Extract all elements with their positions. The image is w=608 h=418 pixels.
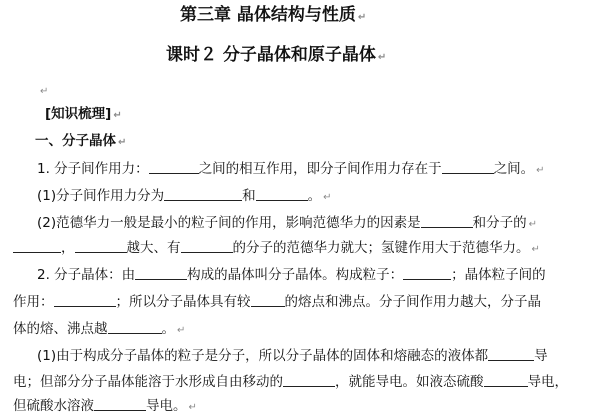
paragraph-mark-icon: ↵ bbox=[188, 402, 197, 413]
text-run: ；所以分子晶体具有较 bbox=[115, 294, 251, 310]
paragraph-line bbox=[13, 319, 185, 341]
text-run: 和分子的 bbox=[472, 215, 527, 231]
text-run: 导电。 bbox=[146, 398, 187, 414]
text-run: 。 bbox=[161, 321, 175, 337]
paragraph-line bbox=[37, 186, 332, 208]
text-run: 越大、有 bbox=[126, 240, 181, 256]
fill-blank[interactable] bbox=[75, 239, 127, 253]
empty-paragraph bbox=[38, 80, 48, 102]
paragraph-line bbox=[37, 159, 545, 181]
paragraph-mark-icon: ↵ bbox=[528, 219, 538, 230]
fill-blank[interactable] bbox=[94, 397, 146, 411]
paragraph-line bbox=[13, 238, 540, 260]
fill-blank[interactable] bbox=[403, 266, 451, 280]
text-run: 导电， bbox=[527, 374, 568, 390]
chapter-title bbox=[180, 5, 366, 28]
heading-molecular-crystal bbox=[35, 131, 126, 153]
chapter-title-text: 第三章 晶体结构与性质 bbox=[180, 5, 356, 25]
paragraph-mark-icon: ↵ bbox=[113, 110, 122, 121]
lesson-title-text: 课时２ 分子晶体和原子晶体 bbox=[166, 45, 376, 65]
text-run: (1)由于构成分子晶体的粒子是分子，所以分子晶体的固体和熔融态的液体都 bbox=[37, 348, 489, 364]
text-run: 体的熔、沸点越 bbox=[13, 321, 108, 337]
text-run: (2)范德华力一般是最小的粒子间的作用，影响范德华力的因素是 bbox=[37, 215, 421, 231]
text-run: 的分子的范德华力就大；氢键作用大于范德华力。 bbox=[232, 240, 530, 256]
fill-blank[interactable] bbox=[442, 160, 494, 174]
paragraph-line bbox=[37, 346, 548, 366]
fill-blank[interactable] bbox=[108, 320, 162, 334]
fill-blank[interactable] bbox=[251, 293, 285, 307]
fill-blank[interactable] bbox=[164, 187, 242, 201]
fill-blank[interactable] bbox=[135, 266, 187, 280]
fill-blank[interactable] bbox=[13, 239, 61, 253]
section-tag bbox=[45, 104, 122, 126]
lesson-title bbox=[166, 45, 386, 68]
fill-blank[interactable] bbox=[256, 187, 308, 201]
text-run: 的熔点和沸点。分子间作用力越大，分子晶 bbox=[284, 294, 541, 310]
paragraph-line bbox=[13, 396, 197, 418]
text-run: ；晶体粒子间的 bbox=[451, 267, 546, 283]
text-run: 导 bbox=[534, 348, 548, 364]
paragraph-mark-icon: ↵ bbox=[377, 52, 387, 63]
paragraph-mark-icon: ↵ bbox=[357, 12, 367, 23]
paragraph-line bbox=[37, 265, 546, 285]
fill-blank[interactable] bbox=[484, 373, 528, 387]
section-tag-text: [知识梳理] bbox=[45, 106, 112, 122]
fill-blank[interactable] bbox=[283, 373, 335, 387]
fill-blank[interactable] bbox=[421, 214, 473, 228]
text-run: 。 bbox=[307, 188, 322, 204]
paragraph-mark-icon: ↵ bbox=[531, 244, 540, 255]
fill-blank[interactable] bbox=[54, 293, 116, 307]
paragraph-line bbox=[13, 372, 568, 392]
text-run: (1)分子间作用力分为 bbox=[37, 188, 165, 204]
text-run: ， bbox=[61, 240, 75, 256]
fill-blank[interactable] bbox=[149, 160, 199, 174]
paragraph-line bbox=[13, 292, 541, 312]
paragraph-mark-icon: ↵ bbox=[118, 137, 127, 148]
text-run: 和 bbox=[242, 188, 256, 204]
text-run: 1. 分子间作用力： bbox=[37, 161, 149, 177]
text-run: 电；但部分分子晶体能溶于水形成自由移动的 bbox=[13, 374, 283, 390]
text-run: 但硫酸水溶液 bbox=[13, 398, 94, 414]
text-run: 之间的相互作用，即分子间作用力存在于 bbox=[198, 161, 442, 177]
paragraph-mark-icon: ↵ bbox=[40, 86, 49, 97]
text-run: 构成的晶体叫分子晶体。构成粒子： bbox=[187, 267, 404, 283]
text-run: 之间。 bbox=[493, 161, 535, 177]
paragraph-line bbox=[37, 213, 537, 235]
text-run: 2. 分子晶体：由 bbox=[37, 267, 136, 283]
paragraph-mark-icon: ↵ bbox=[177, 325, 186, 336]
text-run: 作用： bbox=[13, 294, 54, 310]
fill-blank[interactable] bbox=[181, 239, 233, 253]
heading-text: 一、分子晶体 bbox=[35, 133, 116, 149]
paragraph-mark-icon: ↵ bbox=[323, 192, 332, 203]
text-run: ，就能导电。如液态硫酸 bbox=[335, 374, 484, 390]
fill-blank[interactable] bbox=[488, 347, 534, 361]
paragraph-mark-icon: ↵ bbox=[536, 165, 545, 176]
